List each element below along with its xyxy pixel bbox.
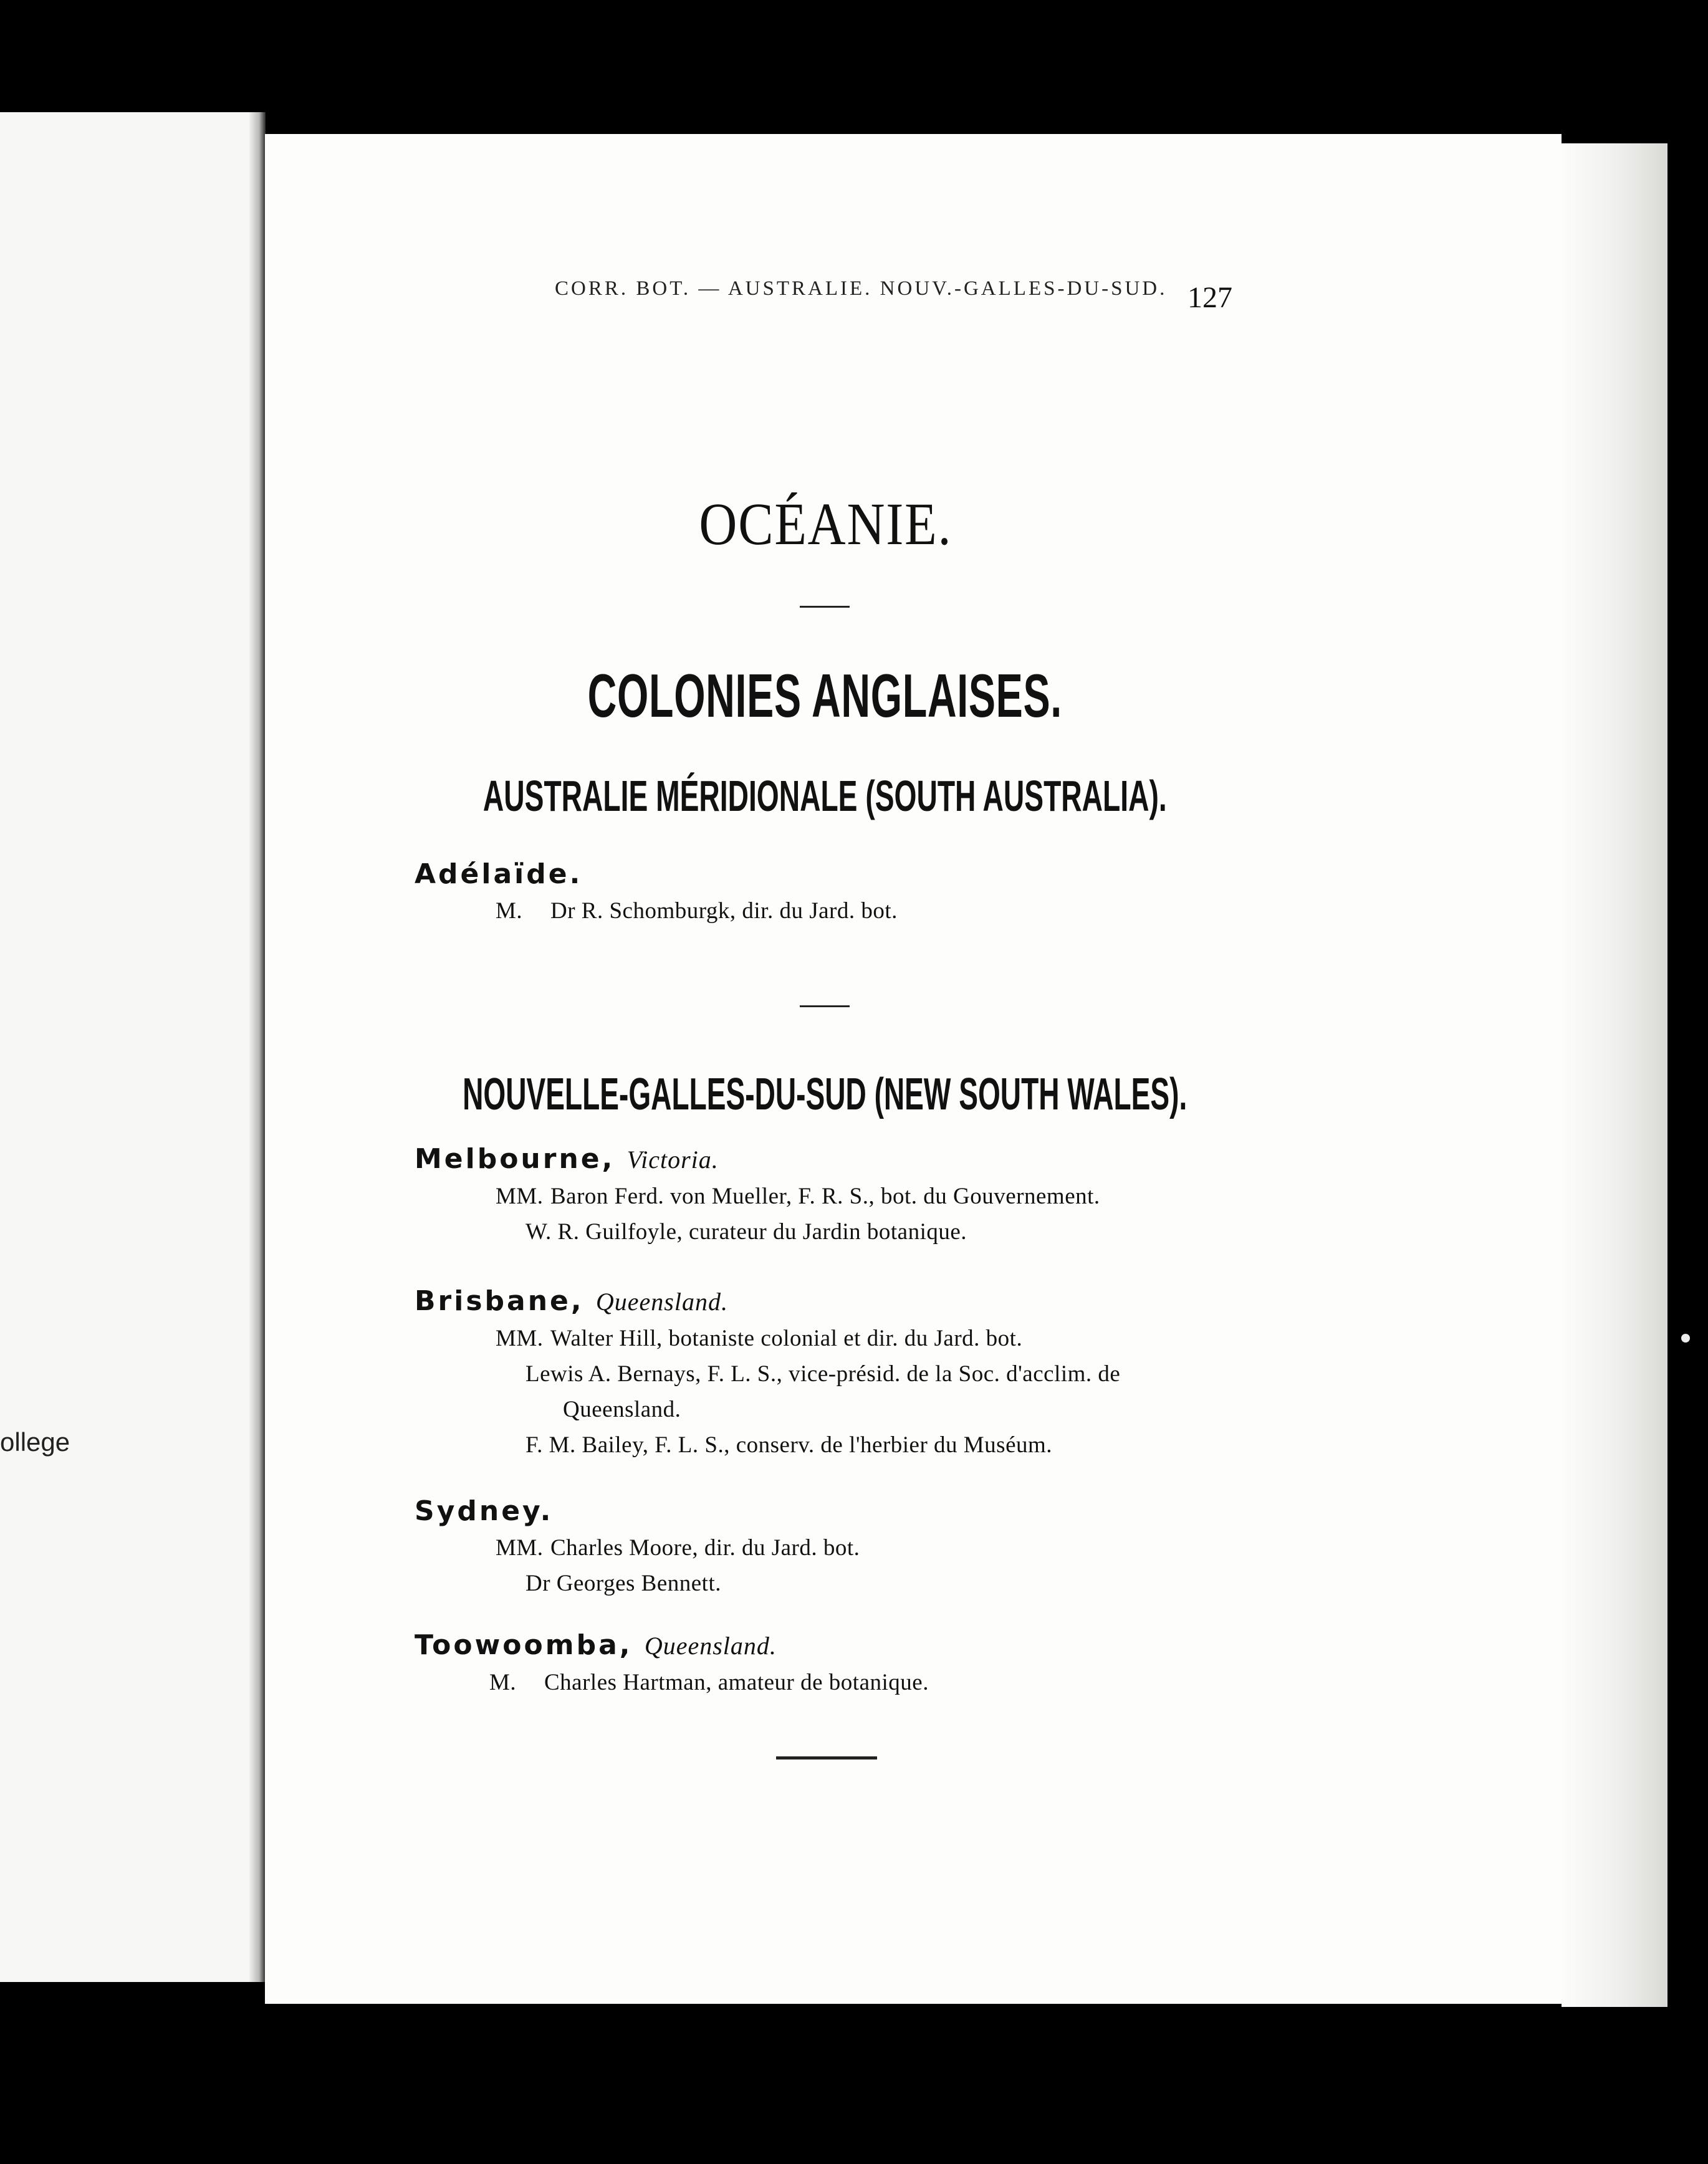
section-divider — [800, 1005, 850, 1007]
left-page-snippet: ollege — [0, 1427, 70, 1457]
city-name: Brisbane, Queensland. — [415, 1285, 728, 1317]
city-name: Melbourne, Victoria. — [415, 1143, 719, 1175]
city-name: Sydney. — [415, 1495, 554, 1527]
city-name: Adélaïde. — [415, 858, 583, 890]
entry-melbourne — [415, 1141, 1537, 1250]
entry-toowoomba — [415, 1627, 1537, 1700]
scan-speck — [1681, 1334, 1690, 1343]
city-name: Toowoomba, Queensland. — [415, 1629, 777, 1661]
left-page-gutter — [249, 112, 266, 1982]
city-region: Queensland. — [644, 1632, 777, 1660]
entry-sydney — [415, 1493, 1537, 1601]
entry-line: Dr Georges Bennett. — [525, 1571, 721, 1596]
page-title: OCÉANIE. — [699, 491, 952, 557]
end-divider — [776, 1756, 877, 1759]
title-divider — [800, 606, 850, 608]
left-page — [0, 112, 259, 1982]
entry-line: Queensland. — [563, 1397, 681, 1422]
entry-line: M. Charles Hartman, amateur de botanique. — [489, 1670, 929, 1695]
scan-border — [1671, 0, 1708, 2164]
city-region: Queensland. — [595, 1288, 728, 1316]
entry-adelaide — [415, 856, 1537, 929]
entry-brisbane — [415, 1283, 1537, 1463]
city-region: Victoria. — [626, 1146, 719, 1174]
page-right-edge — [1562, 143, 1667, 2007]
running-head: CORR. BOT. — AUSTRALIE. NOUV.-GALLES-DU-SUD. — [555, 277, 1168, 300]
entry-line: M. Dr R. Schomburgk, dir. du Jard. bot. — [496, 898, 898, 924]
page-number: 127 — [1187, 281, 1232, 314]
entry-line: F. M. Bailey, F. L. S., conserv. de l'herbier du Muséum. — [525, 1432, 1053, 1458]
region-heading-south-australia: AUSTRALIE MÉRIDIONALE (SOUTH AUSTRALIA). — [482, 772, 1167, 820]
entry-line: MM. Baron Ferd. von Mueller, F. R. S., bot. du Gouvernement. — [496, 1184, 1100, 1209]
entry-line: Lewis A. Bernays, F. L. S., vice-présid. de la Soc. d'acclim. de — [525, 1361, 1121, 1387]
section-heading: COLONIES ANGLAISES. — [587, 661, 1062, 730]
entry-line: MM. Charles Moore, dir. du Jard. bot. — [496, 1535, 860, 1561]
region-heading-new-south-wales: NOUVELLE-GALLES-DU-SUD (NEW SOUTH WALES). — [463, 1070, 1187, 1119]
entry-line: MM. Walter Hill, botaniste colonial et dir. du Jard. bot. — [496, 1326, 1023, 1351]
entry-line: W. R. Guilfoyle, curateur du Jardin botanique. — [525, 1219, 967, 1245]
